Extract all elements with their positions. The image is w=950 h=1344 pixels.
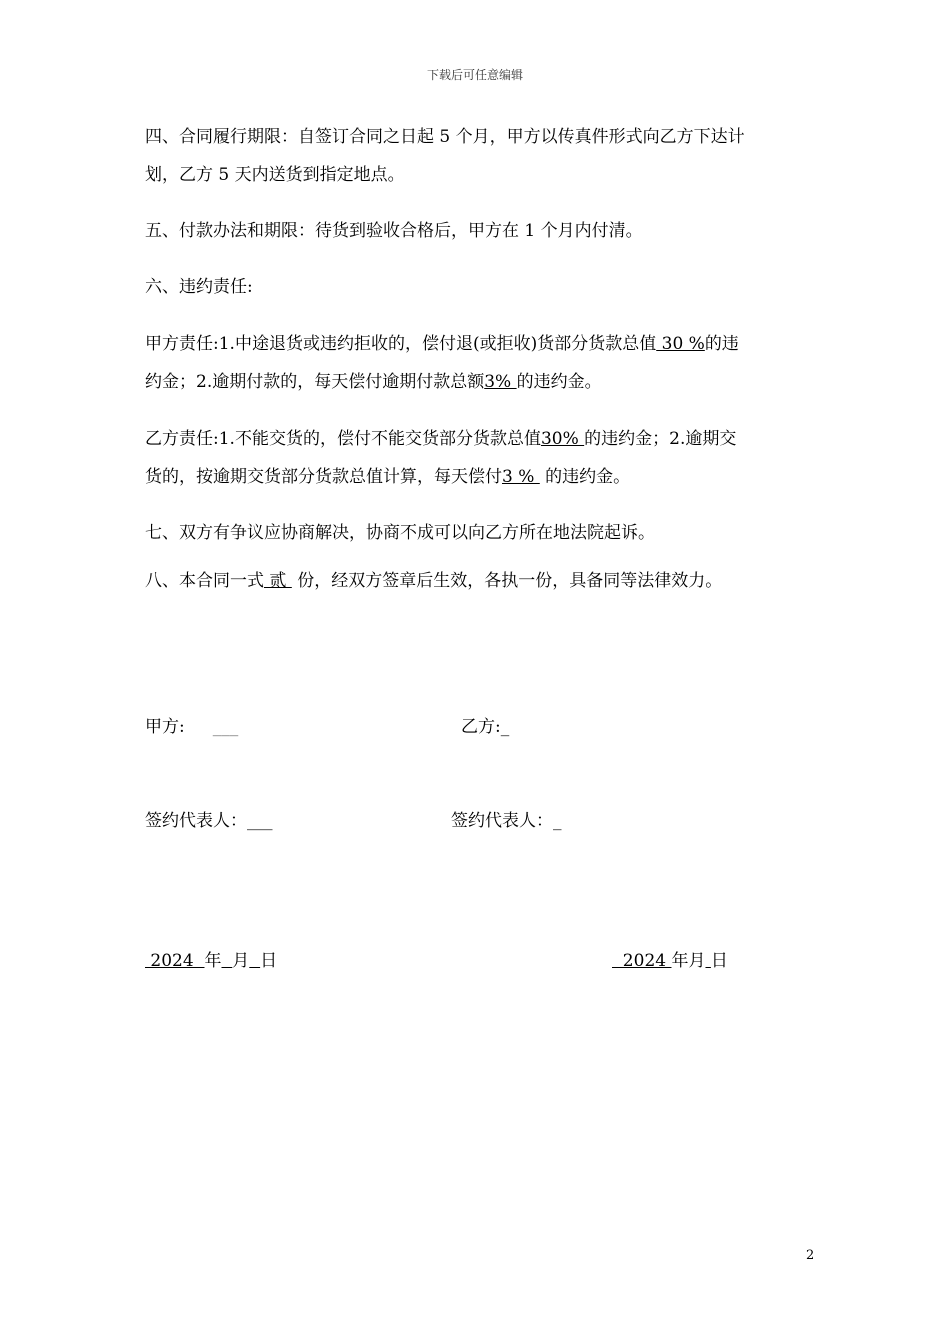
party-b-date bbox=[612, 946, 728, 971]
day-unit: 日 bbox=[710, 951, 728, 971]
party-a-label: 甲方: bbox=[145, 717, 185, 737]
party-b-signature bbox=[461, 712, 509, 737]
text: 的违约金。 bbox=[539, 467, 631, 487]
page-header-note: 下载后可任意编辑 bbox=[426, 68, 523, 82]
filled-value: 30% bbox=[540, 429, 585, 449]
year-month-unit: 年月 bbox=[671, 951, 706, 971]
filled-value: 贰 bbox=[264, 571, 292, 591]
party-b-representative bbox=[451, 806, 562, 831]
text: 乙方责任:1.不能交货的，偿付不能交货部分货款总值 bbox=[145, 429, 541, 449]
month-unit: 月 bbox=[232, 951, 250, 971]
rep-b-blank: _ bbox=[553, 811, 562, 831]
clause-4 bbox=[145, 118, 825, 194]
party-a-date bbox=[145, 946, 277, 971]
rep-a-label: 签约代表人： bbox=[145, 811, 247, 831]
text: 八、本合同一式 bbox=[145, 571, 264, 591]
party-b-liability bbox=[145, 420, 825, 496]
day-unit: 日 bbox=[260, 951, 278, 971]
year-b: 2024 bbox=[612, 951, 672, 971]
rep-b-label: 签约代表人： bbox=[451, 811, 553, 831]
clause-4-line-1: 四、合同履行期限：自签订合同之日起 5 个月，甲方以传真件形式向乙方下达计 bbox=[145, 127, 745, 147]
text: 的违约金；2.逾期交 bbox=[584, 429, 737, 449]
party-a-signature bbox=[145, 712, 238, 737]
party-b-liability-line-2 bbox=[145, 458, 825, 496]
clause-7: 七、双方有争议应协商解决，协商不成可以向乙方所在地法院起诉。 bbox=[145, 523, 655, 543]
page-number: 2 bbox=[806, 1248, 815, 1263]
text: 甲方责任:1.中途退货或违约拒收的，偿付退(或拒收)货部分货款总值 bbox=[145, 334, 657, 354]
clause-8 bbox=[145, 562, 825, 600]
filled-value: 3% bbox=[484, 372, 517, 392]
clause-5: 五、付款办法和期限：待货到验收合格后，甲方在 1 个月内付清。 bbox=[145, 221, 643, 241]
party-b-blank: _ bbox=[500, 717, 510, 737]
clause-6: 六、违约责任: bbox=[145, 277, 253, 297]
month-blank bbox=[221, 951, 232, 971]
year-a: 2024 bbox=[145, 951, 205, 971]
party-a-blank: ___ bbox=[212, 717, 239, 737]
rep-a-blank: ___ bbox=[247, 811, 273, 831]
party-a-liability-line-1 bbox=[145, 325, 825, 363]
text: 货的，按逾期交货部分货款总值计算，每天偿付 bbox=[145, 467, 502, 487]
party-a-liability bbox=[145, 325, 825, 401]
day-blank bbox=[249, 951, 260, 971]
party-b-liability-line-1 bbox=[145, 420, 825, 458]
clause-4-line-2: 划，乙方 5 天内送货到指定地点。 bbox=[145, 165, 405, 185]
filled-value: 30 % bbox=[656, 334, 705, 354]
filled-value: 3 % bbox=[502, 467, 540, 487]
year-unit: 年 bbox=[204, 951, 222, 971]
text: 份，经双方签章后生效，各执一份，具备同等法律效力。 bbox=[291, 571, 723, 591]
text: 约金；2.逾期付款的，每天偿付逾期付款总额 bbox=[145, 372, 485, 392]
text: 的违 bbox=[704, 334, 739, 354]
party-b-label: 乙方: bbox=[461, 717, 501, 737]
text: 的违约金。 bbox=[516, 372, 602, 392]
party-a-representative bbox=[145, 806, 273, 831]
party-a-liability-line-2 bbox=[145, 363, 825, 401]
